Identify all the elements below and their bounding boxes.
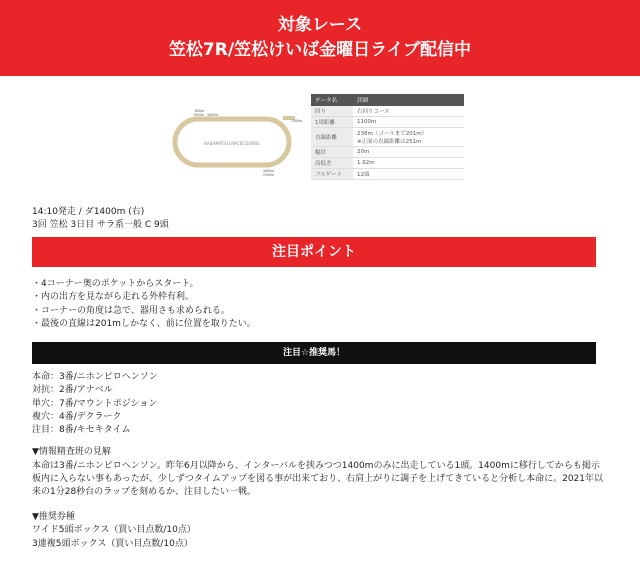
pick-item: 単穴：7番/マウントポジション [32, 398, 158, 409]
table-value: 20m [353, 147, 464, 158]
table-key: 幅員 [311, 147, 353, 158]
list-item: ・最後の直線は201mしかなく、前に位置を取りたい。 [32, 318, 256, 329]
analysis-heading [32, 446, 111, 459]
course-data-table [311, 94, 464, 180]
course-label-1600: 1600m [263, 169, 275, 173]
header-race-title: 笠松7R/笠松けいば金曜日ライブ配信中 [168, 40, 472, 60]
pick-item: 対抗：2番/アナベル [32, 385, 113, 396]
bet-section [32, 511, 196, 551]
table-row [311, 106, 464, 117]
course-label-1400: 1400m [291, 119, 303, 123]
table-value: 1100m [353, 117, 464, 128]
header-title: 対象レース [277, 15, 363, 35]
table-key: 高低差 [311, 158, 353, 169]
recommend-section-title: 注目☆推奨馬！ [32, 342, 596, 364]
table-row [311, 117, 464, 128]
list-item: ・4コーナー奥のポケットからスタート。 [32, 279, 199, 289]
table-value: 1.92m [353, 158, 464, 169]
page-header [0, 0, 640, 76]
bet-heading: ▼推奨券種 [32, 512, 75, 522]
table-header-detail: 詳細 [353, 94, 464, 106]
pick-list [32, 371, 158, 437]
table-key: フルゲート [311, 169, 353, 180]
course-label-1800: 1800m [207, 113, 219, 117]
table-header-name: データ名 [311, 94, 353, 106]
course-name-label: KASAMATSU RACECOURSE [204, 141, 260, 146]
course-label-1900: 1900m [193, 113, 205, 117]
table-key: 回り [311, 106, 353, 117]
table-value: 12頭 [353, 169, 464, 180]
table-value-line: 238m（ゴールまで201m） [357, 131, 428, 137]
table-row [311, 158, 464, 169]
table-key: 直線距離 [311, 128, 353, 147]
table-key: 1周距離 [311, 117, 353, 128]
table-row [311, 169, 464, 180]
table-value-note: ※正面の直線距離は251m [357, 139, 422, 145]
point-list [32, 278, 256, 331]
bet-item: ワイド5頭ボックス（買い目点数/10点） [32, 525, 196, 536]
course-label-800: 800m [195, 109, 205, 113]
table-row [311, 147, 464, 158]
list-item: ・コーナーの角度は急で、器用さも求められる。 [32, 305, 230, 316]
race-time-distance: 14:10発走 / ダ1400m (右) [32, 207, 145, 217]
analysis-body: 本命は3番/ニホンピロヘンソン。昨年6月以降から、インターバルを挟みつつ1400mのみに出走している1頭。1400mに移行してからも掲示板内に入らない事もあったが、少しずつタイムアップを図る事が出来ており、右肩上がりに調子を上げてきていると分析し本命に。2021年以来の1分28秒台のラップを刻めるか、注目したい一戦。 [32, 461, 604, 497]
bet-item: 3連複5頭ボックス（買い目点数/10点） [32, 538, 193, 549]
list-item: ・内の出方を見ながら走れる外枠有利。 [32, 292, 195, 303]
table-row [311, 128, 464, 147]
analysis-heading-text: ▼情報精査班の見解 [32, 447, 111, 457]
point-section-title: 注目ポイント [32, 237, 596, 267]
pick-item: 注目：8番/キセキタイム [32, 425, 131, 436]
pick-item: 本命：3番/ニホンピロヘンソン [32, 372, 158, 382]
pick-item: 複穴：4番/デクラーク [32, 411, 122, 422]
course-label-2500: 2500m [263, 173, 275, 177]
table-value [353, 128, 464, 147]
course-map [165, 103, 305, 183]
race-meeting-info: 3回 笠松 3日目 サラ系一般 C 9頭 [32, 220, 169, 230]
table-value: 右回りコース [353, 106, 464, 117]
